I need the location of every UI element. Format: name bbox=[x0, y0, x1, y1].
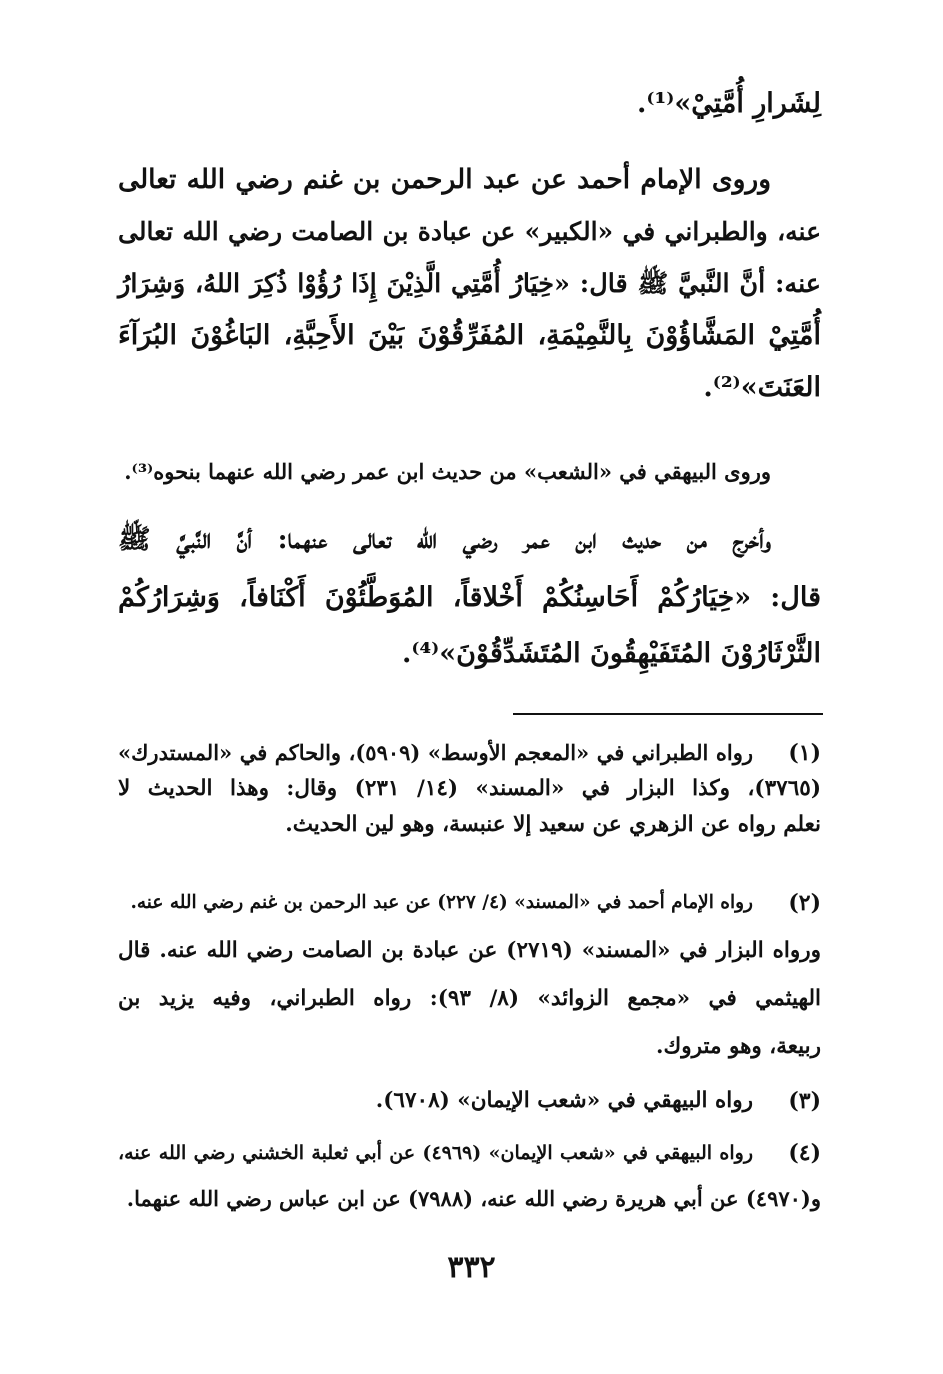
footnote-number: (١) bbox=[788, 740, 821, 766]
text-line: وروى الإمام أحمد عن عبد الرحمن بن غنم رضي الله تعالى bbox=[118, 164, 771, 195]
footnote-line: رواه البيهقي في «شعب الإيمان» (٤٩٦٩) عن أبي ثعلبة الخشني رضي الله عنه، bbox=[118, 1142, 754, 1164]
text-line: قال: «خِيَارُكُمْ أَحَاسِنُكُمْ أَخْلاقاً، المُوَطَّئُوْنَ أَكْنَافاً، وَشِرَارُكُمْ bbox=[118, 582, 821, 613]
text-line: وروى البيهقي في «الشعب» من حديث ابن عمر رضي الله عنهما بنحوه⁽³⁾. bbox=[124, 459, 771, 484]
footnote-line: رواه الطبراني في «المعجم الأوسط» (٥٩٠٩)، والحاكم في «المستدرك» bbox=[118, 740, 753, 765]
footnote bbox=[118, 1135, 821, 1217]
page-number: ٣٣٢ bbox=[447, 1250, 496, 1285]
footnote-line: و(٤٩٧٠) عن أبي هريرة رضي الله عنه، (٧٩٨٨) عن ابن عباس رضي الله عنهما. bbox=[126, 1186, 821, 1211]
text-line: أُمَّتِيْ المَشَّاؤُوْنَ بِالنَّمِيْمَةِ، المُفَرِّقُوْنَ بَيْنَ الأَحِبَّةِ، البَاغُوْنَ البُرَآءَ bbox=[118, 320, 821, 351]
text-line: وأخرج من حديث ابن عمر رضي الله تعالى عنهما: أنَّ النَّبيَّ ﷺ bbox=[118, 524, 771, 555]
footnote-number: (٤) bbox=[788, 1140, 821, 1166]
footnote-line: ورواه البزار في «المسند» (٢٧١٩) عن عبادة بن الصامت رضي الله عنه. قال bbox=[118, 938, 821, 963]
footnote-line: رواه الإمام أحمد في «المسند» (٤/ ٢٢٧) عن عبد الرحمن بن غنم رضي الله عنه. bbox=[130, 892, 753, 913]
footnote-number: (٢) bbox=[788, 890, 821, 916]
text-line: عنه، والطبراني في «الكبير» عن عبادة بن الصامت رضي الله تعالى bbox=[118, 217, 821, 246]
footnote-line: الهيثمي في «مجمع الزوائد» (٨/ ٩٣): رواه الطبراني، وفيه يزيد بن bbox=[118, 986, 821, 1011]
footnote-line: رواه البيهقي في «شعب الإيمان» (٦٧٠٨). bbox=[375, 1088, 753, 1113]
footnote-divider bbox=[513, 713, 823, 715]
footnote-line: ربيعة، وهو متروك. bbox=[656, 1034, 821, 1059]
footnote-number: (٣) bbox=[788, 1088, 821, 1114]
text-line: العَنَتَ»⁽²⁾. bbox=[703, 372, 821, 403]
footnote bbox=[118, 885, 821, 1065]
text-line: لِشَرارِ أُمَّتِيْ»⁽¹⁾. bbox=[637, 88, 821, 119]
text-line: عنه: أنَّ النَّبيَّ ﷺ قال: «خِيَارُ أُمَّتِي الَّذِيْنَ إِذَا رُؤُوْا ذُكِرَ اللهُ، وَشِرَارُ bbox=[118, 269, 821, 299]
text-line: الثَّرْثَارُوْنَ المُتَفَيْهِقُونَ المُتَشَدِّقُوْنَ»⁽⁴⁾. bbox=[401, 638, 821, 669]
footnote bbox=[118, 1083, 821, 1119]
footnote-line: نعلم رواه عن الزهري عن سعيد إلا عنبسة، وهو لين الحديث. bbox=[285, 812, 821, 837]
footnote-line: (٣٧٦٥)، وكذا البزار في «المسند» (١٤/ ٢٣١) وقال: وهذا الحديث لا bbox=[118, 776, 822, 801]
footnote bbox=[118, 735, 821, 843]
